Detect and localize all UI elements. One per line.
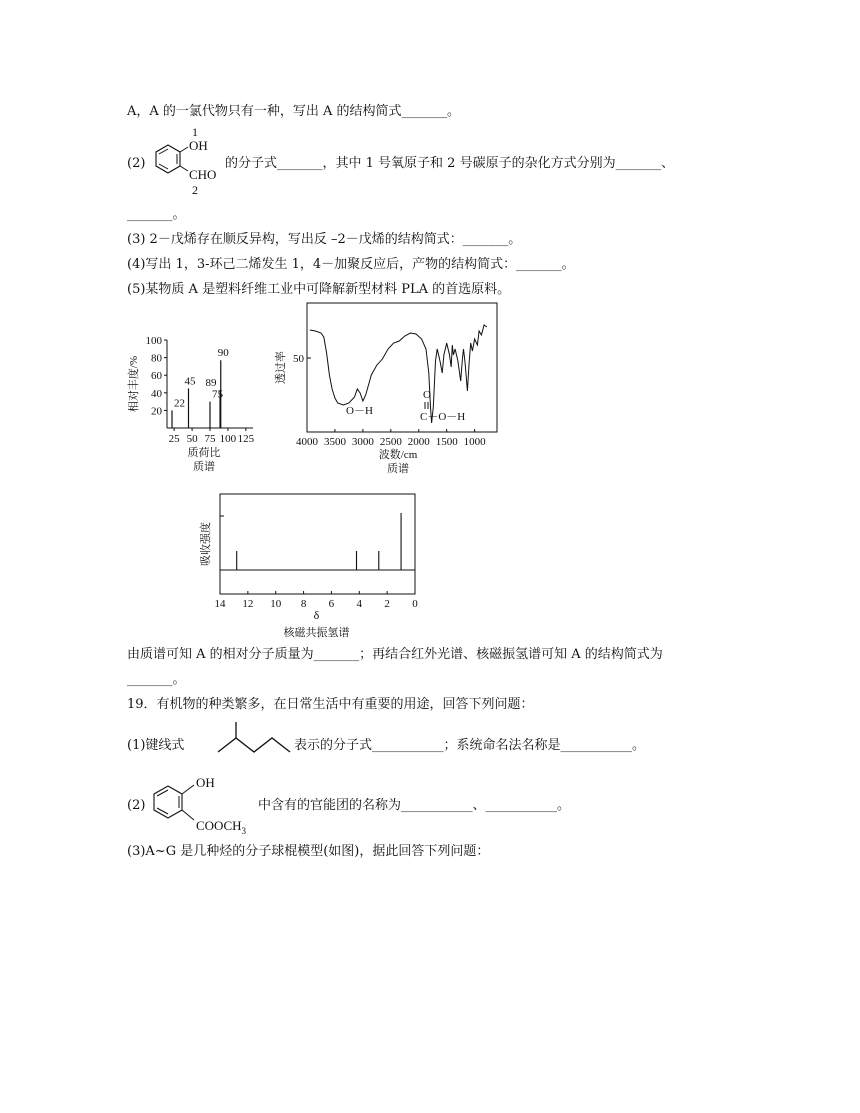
x-tick-label: 50 [186,433,198,445]
x-tick-label: 8 [300,598,307,610]
x-tick-label: 0 [412,598,418,610]
y-axis-label: 相对丰度/% [128,355,140,413]
oh-group-label: OH [189,138,208,153]
question-text-prefix: (2) [127,798,146,813]
x-axis-label: δ [313,608,320,622]
nmr-spectrum-chart [195,490,430,640]
chart-title: 质谱 [193,461,215,473]
peak-label: 90 [217,347,229,360]
question-text-line: 的分子式_______，其中 1 号氧原子和 2 号碳原子的杂化方式分别为_______、 [225,156,675,171]
question-text-line: _______。 [127,207,186,222]
question-text-prefix: (2) [127,156,146,171]
ir-transmittance-curve [310,325,487,423]
question-text-line: A，A 的一氯代物只有一种，写出 A 的结构简式_______。 [127,104,461,119]
skeletal-formula [198,720,293,768]
x-tick-label: 1500 [435,436,458,448]
x-tick-label: 4000 [296,436,318,448]
atom-number-1: 1 [192,125,198,139]
peak-annotation-cooh: C－O－H [420,411,466,423]
methyl-salicylate-structure [146,772,261,838]
chart-title: 核磁共振氢谱 [283,627,350,639]
y-axis-label: 吸收强度 [200,522,212,566]
peak-annotation-oh: O－H [346,405,373,417]
question-text-line: 19．有机物的种类繁多，在日常生活中有重要的用途，回答下列问题： [127,697,534,712]
oh-group-label: OH [196,775,215,790]
y-tick-label: 40 [151,387,162,400]
x-tick-label: 75 [204,433,216,445]
y-tick-label: 50 [293,353,304,365]
peak-label: 89 [205,377,217,390]
ir-spectrum-chart [270,300,500,478]
x-tick-label: 100 [219,433,237,445]
question-text-line: _______。 [127,672,186,687]
x-tick-label: 2000 [407,436,430,448]
x-tick-label: 25 [168,433,180,445]
plot-frame [220,494,415,594]
x-tick-label: 4 [356,598,363,610]
x-tick-label: 2 [384,598,390,610]
x-axis-label: 波数/cm [378,449,418,461]
y-tick-label: 80 [151,352,162,365]
cho-group-label: CHO [189,167,217,182]
question-text-line: 中含有的官能团的名称为___________、___________。 [258,798,571,813]
chart-title: 质谱 [387,463,409,475]
x-tick-label: 2500 [379,436,402,448]
question-text-line: (3) 2－戊烯存在顺反异构，写出反 –2－戊烯的结构简式：_______。 [127,232,522,247]
peak-label: 45 [184,375,196,388]
question-text-line: 由质谱可知 A 的相对分子质量为_______；再结合红外光谱、核磁振氢谱可知 A 的结构简式为 [127,647,663,662]
x-tick-label: 3500 [323,436,346,448]
x-tick-label: 125 [237,433,255,445]
question-text-line: (3)A~G 是几种烃的分子球棍模型(如图)，据此回答下列问题： [127,844,490,859]
question-text-line: (4)写出 1，3-环己二烯发生 1，4－加聚反应后，产物的结构简式：_______。 [127,257,575,272]
peak-annotation-o: O [423,389,431,401]
peak-label: 22 [174,397,186,410]
peak-label: 75 [212,388,223,401]
question-text-line: 表示的分子式___________；系统命名法名称是___________。 [294,738,646,753]
atom-number-2: 2 [192,183,198,197]
x-axis-label: 质荷比 [187,447,221,459]
x-tick-label: 6 [328,598,335,610]
y-axis-label: 透过率 [275,351,287,384]
x-tick-label: 14 [214,598,226,610]
mass-spectrum-chart [125,330,265,478]
question-text-line: (5)某物质 A 是塑料纤维工业中可降解新型材料 PLA 的首选原料。 [127,282,511,297]
x-tick-label: 3000 [351,436,374,448]
x-tick-label: 12 [242,598,254,610]
y-tick-label: 20 [151,405,162,418]
y-tick-label: 100 [145,335,162,347]
cooch3-group-label: $COOCH_3$ [196,818,247,836]
salicylaldehyde-structure [146,124,236,199]
question-text-prefix: (1)键线式 [127,738,185,753]
y-tick-label: 60 [151,370,162,383]
x-tick-label: 1000 [463,436,486,448]
x-tick-label: 10 [270,598,282,610]
